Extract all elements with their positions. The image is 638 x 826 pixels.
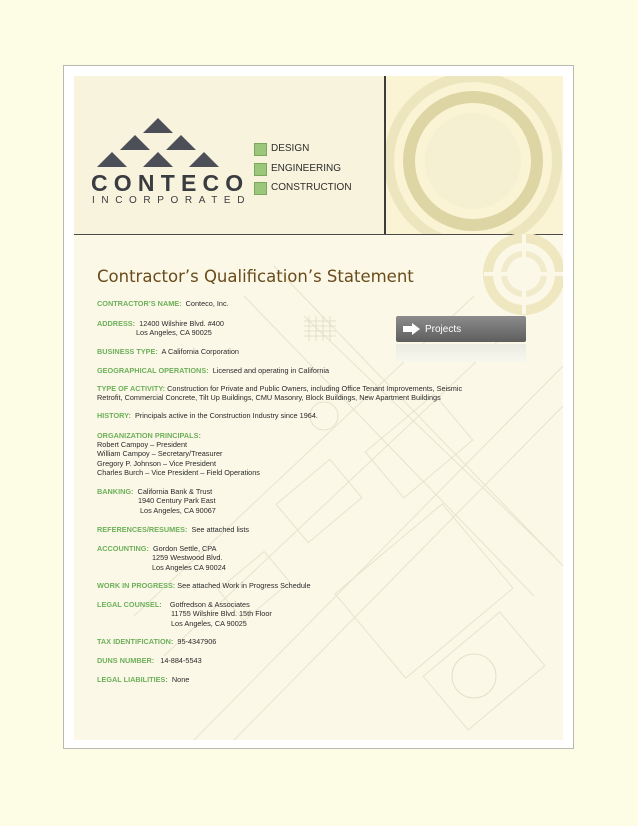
field-work-in-progress: WORK IN PROGRESS: See attached Work in Progress Schedule <box>97 581 311 590</box>
brand-subtitle: INCORPORATED <box>92 195 252 206</box>
field-address: ADDRESS: 12400 Wilshire Blvd. #400 <box>97 319 224 328</box>
banking-line3: Los Angeles, CA 90067 <box>140 506 216 515</box>
banking-line2: 1940 Century Park East <box>138 496 216 505</box>
principal-2: William Campoy – Secretary/Treasurer <box>97 449 223 458</box>
green-square-icon <box>254 163 267 176</box>
field-contractor: CONTRACTOR’S NAME: Conteco, Inc. <box>97 299 229 308</box>
principal-3: Gregory P. Johnson – Vice President <box>97 459 216 468</box>
field-references: REFERENCES/RESUMES: See attached lists <box>97 525 250 534</box>
document-page <box>74 76 563 740</box>
principal-4: Charles Burch – Vice President – Field Operations <box>97 468 260 477</box>
letterhead <box>74 76 563 235</box>
conteco-logo-icon <box>92 118 224 168</box>
legal-line3: Los Angeles, CA 90025 <box>171 619 247 628</box>
field-tax-id: TAX IDENTIFICATION: 95-4347906 <box>97 637 217 646</box>
field-banking: BANKING: California Bank & Trust <box>97 487 213 496</box>
service-construction: CONSTRUCTION <box>254 181 352 195</box>
field-duns: DUNS NUMBER: 14-884-5543 <box>97 656 202 665</box>
page-title: Contractor’s Qualification’s Statement <box>97 267 414 286</box>
field-business-type: BUSINESS TYPE: A California Corporation <box>97 347 239 356</box>
projects-button-reflection <box>396 344 526 362</box>
field-legal-liabilities: LEGAL LIABILITIES: None <box>97 675 190 684</box>
field-legal-counsel: LEGAL COUNSEL: Gotfredson & Associates <box>97 600 250 609</box>
accounting-line2: 1259 Westwood Blvd. <box>152 553 223 562</box>
legal-line2: 11755 Wilshire Blvd. 15th Floor <box>171 609 272 618</box>
green-square-icon <box>254 143 267 156</box>
principal-1: Robert Campoy – President <box>97 440 188 449</box>
field-accounting: ACCOUNTING: Gordon Settle, CPA <box>97 544 217 553</box>
field-history: HISTORY: Principals active in the Construction Industry since 1964. <box>97 411 318 420</box>
ring-decoration-icon <box>386 76 563 234</box>
document-frame <box>63 65 574 749</box>
field-activity: TYPE OF ACTIVITY: Construction for Private and Public Owners, including Office Tenant Improvements, Seismic <box>97 384 463 393</box>
arrow-right-icon <box>403 323 421 335</box>
field-principals: ORGANIZATION PRINCIPALS: <box>97 431 201 440</box>
projects-button[interactable]: Projects <box>396 316 526 342</box>
activity-line2: Retrofit, Commercial Concrete, Tilt Up Buildings, CMU Masonry, Block Buildings, New Apartment Buildings <box>97 393 441 402</box>
header-decoration <box>386 76 563 234</box>
field-geographical: GEOGRAPHICAL OPERATIONS: Licensed and operating in California <box>97 366 330 375</box>
brand-name: CONTECO <box>91 170 250 196</box>
address-line2: Los Angeles, CA 90025 <box>136 328 212 337</box>
service-engineering: ENGINEERING <box>254 162 341 176</box>
service-design: DESIGN <box>254 142 309 156</box>
green-square-icon <box>254 182 267 195</box>
header-divider <box>384 76 386 234</box>
accounting-line3: Los Angeles CA 90024 <box>152 563 226 572</box>
